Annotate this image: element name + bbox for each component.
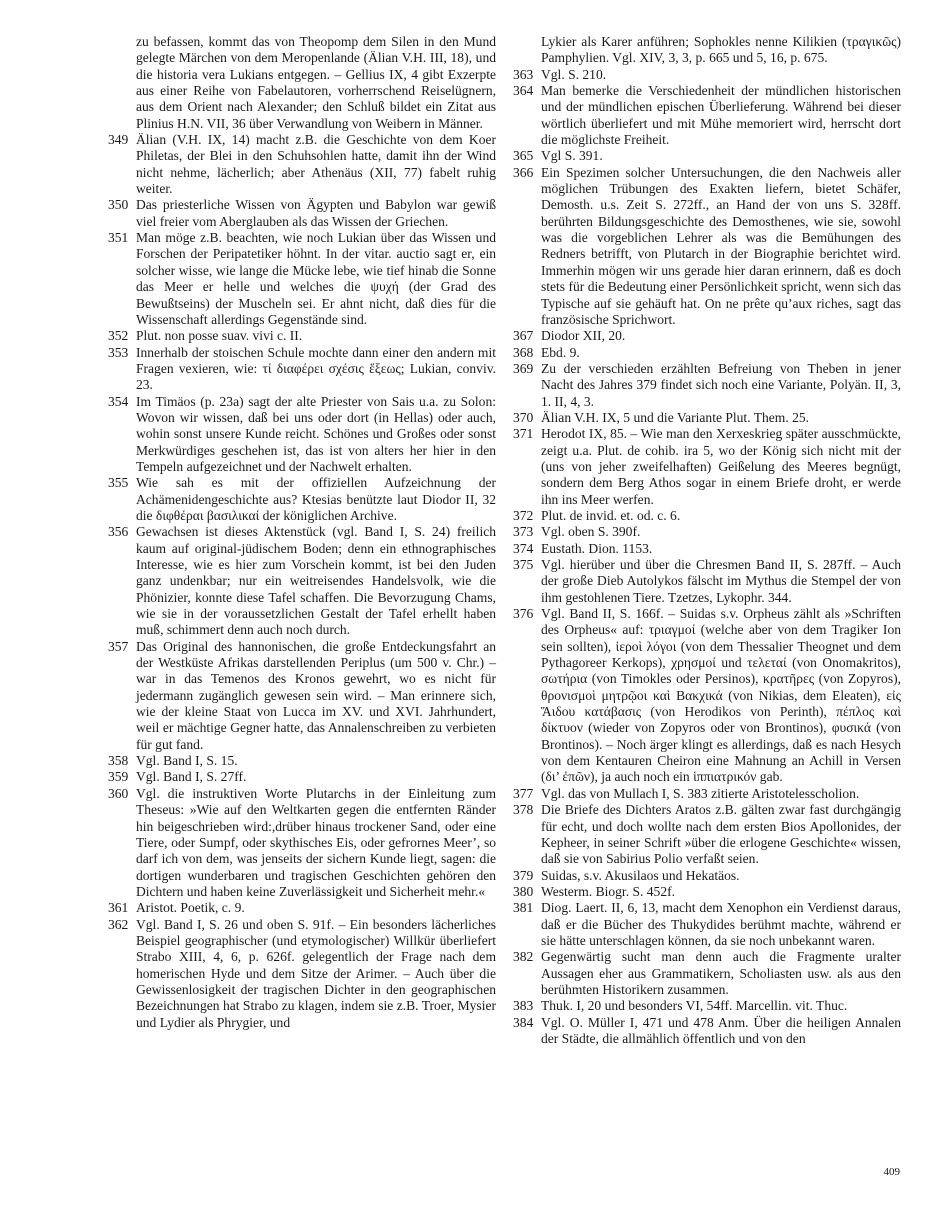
footnote-number: 370	[513, 409, 534, 425]
footnote-text: Lykier als Karer anführen; Sophokles nenne Kilikien (τραγικῶς) Pamphylien. Vgl. XIV, 3, 3, p. 665 und 5, 16, p. 675.	[541, 34, 901, 66]
footnote-text: Diog. Laert. II, 6, 13, macht dem Xenophon ein Verdienst daraus, daß er die Bücher des Thukydides berühmt machte, während er sie hätte unterschlagen können, da sie noch unbekannt waren.	[541, 900, 901, 948]
footnote-number: 351	[108, 230, 129, 246]
footnote	[513, 949, 901, 998]
footnote-text: Eustath. Dion. 1153.	[541, 540, 653, 556]
footnote-number: 362	[108, 916, 129, 932]
footnote-text: Das Original des hannonischen, die große Entdeckungsfahrt an der Westküste Afrikas darstellenden Periplus (um 500 v. Chr.) – war in das Temenos des Kronos gewehrt, wo es nicht für jedermann zugänglich gewesen sein wird. – Man erinnere sich, wie der kleine Staat von Lucca im XV. und XVI. Jahrhundert, weil er mächtige Gegner hatte, das Annalenschreiben zu verbieten für gut fand.	[136, 638, 496, 752]
footnote	[108, 753, 496, 769]
right-column	[513, 34, 901, 1047]
footnote-text: Plut. de invid. et. od. c. 6.	[541, 507, 681, 523]
footnote-text: Vgl. Band II, S. 166f. – Suidas s.v. Orpheus zählt als »Schriften des Orpheus« auf: τριαγμοί (welche aber von dem Tragiker Ion sein sollten), ἱεροὶ λόγοι (von dem Thessalier Theognet und dem Pythagoreer Kerkops), χρησμοί und τελεταί (von Onomakritos), σωτήρια (von Timokles oder Persinos), κρατῆρες (von Zopyros), θρονισμοὶ μητρῷοι καὶ Βακχικά (von Nikias, dem Eleaten), εἰς Ἅιδου κατάβασις (von Herodikos von Perinth), πέπλος καὶ δίκτυον (wieder von Zopyros oder von Brontinos), φυσικά (von Brontinos). – Noch ärger klingt es allerdings, daß es nach Hesych von dem Kentauren Cheiron eine Mahnung an Achill in Versen (δι’ ἐπῶν), ja auch noch ein ἱππιατρικόν gab.	[541, 606, 901, 785]
footnote	[513, 410, 901, 426]
footnote-number: 368	[513, 344, 534, 360]
footnote-number: 379	[513, 867, 534, 883]
footnote-text: Vgl. das von Mullach I, S. 383 zitierte Aristotelesscholion.	[541, 785, 860, 801]
footnote-text: Vgl. die instruktiven Worte Plutarchs in der Einleitung zum Theseus: »Wie auf den Weltkarten gegen die entfernten Ränder hin beigeschrieben wird:,drüber hinaus trockener Sand, oder eine Tiere, oder Sumpf, oder skythisches Eis, oder gefrornes Meer’, so darf ich von dem, was jenseits der sichern Kunde liegt, sagen: die dortigen wunderbaren und tragischen Geschichten gehören den Dichtern und haben keine Zuverlässigkeit und Sicherheit mehr.«	[136, 785, 496, 899]
footnote-number: 364	[513, 83, 534, 99]
footnote	[108, 786, 496, 900]
footnote-number: 358	[108, 753, 129, 769]
footnote-number: 374	[513, 540, 534, 556]
footnote-number: 380	[513, 883, 534, 899]
footnote-number: 354	[108, 393, 129, 409]
footnote-text: Zu der verschieden erzählten Befreiung von Theben in jener Nacht des Jahres 379 findet sich noch eine Variante, Polyän. II, 3, 1. II, 4, 3.	[541, 360, 901, 409]
footnote-text: Aristot. Poetik, c. 9.	[136, 900, 245, 916]
footnote	[108, 524, 496, 638]
footnote-text: Vgl. oben S. 390f.	[541, 524, 641, 540]
footnote-number: 366	[513, 164, 534, 180]
footnote-number: 352	[108, 328, 129, 344]
footnote-text: Vgl. Band I, S. 27ff.	[136, 769, 247, 785]
footnote-number: 381	[513, 900, 534, 916]
footnote-text: zu befassen, kommt das von Theopomp dem Silen in den Mund gelegte Märchen von dem Meropenlande (Älian V.H. III, 18), und die historia vera Lukians entgegen. – Gellius IX, 4 gibt Exzerpte aus einer Reihe von Fabelautoren, vorherrschend Reiselügnern, aus dem Orient nach Alexander; den Schluß bildet ein Zitat aus Plinius H.N. VII, 36 über Verwandlung von Weibern in Männer.	[136, 34, 496, 131]
footnote	[108, 394, 496, 476]
footnote-number: 363	[513, 66, 534, 82]
footnote	[513, 900, 901, 949]
footnote	[513, 998, 901, 1014]
footnote-number: 382	[513, 949, 534, 965]
footnote	[108, 475, 496, 524]
footnote	[108, 900, 496, 916]
footnote-number: 383	[513, 998, 534, 1014]
footnote-text: Diodor XII, 20.	[541, 328, 626, 344]
footnote	[513, 426, 901, 508]
footnote-number: 384	[513, 1014, 534, 1030]
footnote-text: Älian V.H. IX, 5 und die Variante Plut. Them. 25.	[541, 409, 810, 425]
footnote-number: 373	[513, 524, 534, 540]
footnote	[513, 361, 901, 410]
footnote-number: 360	[108, 785, 129, 801]
footnote-text: Westerm. Biogr. S. 452f.	[541, 883, 675, 899]
footnote-text: Man möge z.B. beachten, wie noch Lukian über das Wissen und Forschen der Peripatetiker höhnt. In der vitar. auctio sagt er, ein solcher wisse, wie lange die Mücke lebe, wie tief hinab die Sonne das Meer er helle und welches die ψυχή (der Grad des Bewußtseins) der Muscheln sei. Er ahnt nicht, daß dies für die Wissenschaft allerdings Gegenstände sind.	[136, 230, 496, 327]
footnote-number: 350	[108, 197, 129, 213]
footnote-number: 378	[513, 802, 534, 818]
footnote-text: Gegenwärtig sucht man denn auch die Fragmente uralter Aussagen eher aus Grammatikern, Scholiasten usw. als aus den berühmten Historikern zusammen.	[541, 949, 901, 997]
footnote	[108, 639, 496, 753]
footnote-text: Plut. non posse suav. vivi c. II.	[136, 328, 303, 344]
footnote	[108, 328, 496, 344]
footnote-text: Gewachsen ist dieses Aktenstück (vgl. Band I, S. 24) freilich kaum auf original-jüdischem Boden; denn ein ethnographisches Interesse, wie es hier zum Vorschein kommt, ist bei den Juden ganz undenkbar; nur ein weitreisendes Handelsvolk, wie die Phönizier, konnte diese Tafel schaffen. Die Bevorzugung Chams, wie sie in der voraussetzlichen Gestalt der Tafel erhellt haben muß, schimmert denn auch noch durch.	[136, 524, 496, 638]
footnote	[513, 884, 901, 900]
footnote	[513, 328, 901, 344]
footnote-number: 353	[108, 344, 129, 360]
footnote	[513, 148, 901, 164]
footnote	[513, 557, 901, 606]
footnote	[108, 345, 496, 394]
footnote-number: 359	[108, 769, 129, 785]
footnote-text: Vgl S. 391.	[541, 148, 603, 164]
footnote-number: 369	[513, 360, 534, 376]
footnote	[513, 786, 901, 802]
footnote-number: 375	[513, 557, 534, 572]
footnote-text: Die Briefe des Dichters Aratos z.B. gälten zwar fast durchgängig für echt, und doch wollte nach dem ersten Bios Apollonides, der Kepheer, in seiner Schrift »über die erlogene Geschichte« wissen, daß sie von Sabirius Polio verfaßt seien.	[541, 802, 901, 867]
footnote-text: Älian (V.H. IX, 14) macht z.B. die Geschichte von dem Koer Philetas, der Blei in den Schuhsohlen hatte, damit ihn der Wind nicht nehme, lächerlich; aber Athenäus (XII, 77) fabelt ruhig weiter.	[136, 132, 496, 197]
footnote-text: Vgl. O. Müller I, 471 und 478 Anm. Über die heiligen Annalen der Städte, die allmählich öffentlich und von den	[541, 1014, 901, 1046]
footnote	[513, 541, 901, 557]
footnote-number: 377	[513, 785, 534, 801]
footnote-text: Innerhalb der stoischen Schule mochte dann einer den andern mit Fragen vexieren, wie: τί διαφέρει σχέσις ἕξεως; Lukian, conviv. 23.	[136, 344, 496, 393]
footnote-text: Ebd. 9.	[541, 344, 580, 360]
footnote-text: Vgl. hierüber und über die Chresmen Band II, S. 287ff. – Auch der große Dieb Autolykos fälscht im Mythus die Stempel der von ihm gestohlenen Tiere. Tzetzes, Lykophr. 344.	[541, 557, 901, 605]
footnote	[513, 606, 901, 786]
footnote	[108, 230, 496, 328]
page-number: 409	[883, 1166, 900, 1178]
footnote	[513, 524, 901, 540]
footnote-number: 372	[513, 507, 534, 523]
footnote	[513, 508, 901, 524]
footnote-text: Herodot IX, 85. – Wie man den Xerxeskrieg später ausschmückte, zeigt u.a. Plut. de cohib. ira 5, wo der König sich nicht mit der (uns von jeher zweifelhaften) Geißelung des Meeres begnügt, sondern dem Berg Athos sogar in einem Briefe droht, er werde ihn ins Meer werfen.	[541, 426, 901, 507]
footnote-number: 376	[513, 606, 534, 622]
footnote-continuation	[513, 34, 901, 67]
footnote-number: 349	[108, 132, 129, 148]
footnote-text: Man bemerke die Verschiedenheit der mündlichen historischen und der mündlichen epischen Überlieferung. Während bei dieser wörtlich überliefert und mit Mühe memoriert wird, herrscht dort die möglichste Freiheit.	[541, 83, 901, 148]
footnote-number: 355	[108, 475, 129, 491]
footnote	[513, 83, 901, 148]
footnote-number: 367	[513, 328, 534, 344]
footnote	[513, 802, 901, 867]
footnote-number: 365	[513, 148, 534, 164]
footnote-number: 371	[513, 426, 534, 442]
footnote-text: Vgl. Band I, S. 15.	[136, 753, 238, 769]
footnote-number: 357	[108, 638, 129, 654]
footnote-number: 361	[108, 900, 129, 916]
footnote-text: Das priesterliche Wissen von Ägypten und Babylon war gewiß viel freier vom Aberglauben als das Wissen der Griechen.	[136, 197, 496, 229]
footnote-text: Ein Spezimen solcher Untersuchungen, die den Nachweis aller möglichen Trübungen des Exakten liefern, bietet Schäfer, Demosth. u.s. Zeit S. 272ff., an Hand der von uns S. 328ff. berührten Bildungsgeschichte des Demosthenes, wie sie, sowohl was die vorgeblichen Lehrer als was die Bemühungen des Redners betrifft, von Plutarch in der Biographie berichtet wird. Immerhin mögen wir uns gerade hier daran erinnern, daß es doch stets für die Bedeutung einer Persönlichkeit spricht, wenn sich das Typische auf sie gehäuft hat. On ne prête qu’aux riches, sagt das französische Sprichwort.	[541, 164, 901, 327]
footnote	[108, 197, 496, 230]
footnote-text: Vgl. Band I, S. 26 und oben S. 91f. – Ein besonders lächerliches Beispiel geographischer (und etymologischer) Willkür überliefert Strabo XIII, 4, 6, p. 626f. gelegentlich der Frage nach dem homerischen Hyde und dem Sitze der Arimer. – Auch über die Gewissenlosigkeit der tragischen Dichter in den geographischen Bezeichnungen hat Strabo zu klagen, indem sie z.B. Troer, Mysier und Lydier als Phrygier, und	[136, 916, 496, 1030]
footnote	[513, 165, 901, 328]
footnote	[513, 1015, 901, 1048]
footnote-text: Im Timäos (p. 23a) sagt der alte Priester von Sais u.a. zu Solon: Wovon wir wissen, daß bei uns oder dort (in Hellas) oder auch, wohin sonst unsere Kunde reicht. Schönes und Großes oder sonst Merkwürdiges geschehen ist, das ist von alters her hier in den Tempeln aufgezeichnet und der Nachwelt erhalten.	[136, 393, 496, 474]
footnote-text: Vgl. S. 210.	[541, 66, 607, 82]
footnote-text: Wie sah es mit der offiziellen Aufzeichnung der Achämenidengeschichte aus? Ktesias benützte laut Diodor II, 32 die διφθέραι βασιλικαί der königlichen Archive.	[136, 475, 496, 523]
footnote	[108, 917, 496, 1031]
footnote	[513, 868, 901, 884]
footnote-text: Suidas, s.v. Akusilaos und Hekatäos.	[541, 867, 740, 883]
left-column	[108, 34, 496, 1031]
footnote	[108, 769, 496, 785]
footnote	[513, 345, 901, 361]
footnote	[513, 67, 901, 83]
footnote-text: Thuk. I, 20 und besonders VI, 54ff. Marcellin. vit. Thuc.	[541, 998, 848, 1014]
footnote-number: 356	[108, 524, 129, 540]
footnote-continuation	[108, 34, 496, 132]
footnote	[108, 132, 496, 197]
